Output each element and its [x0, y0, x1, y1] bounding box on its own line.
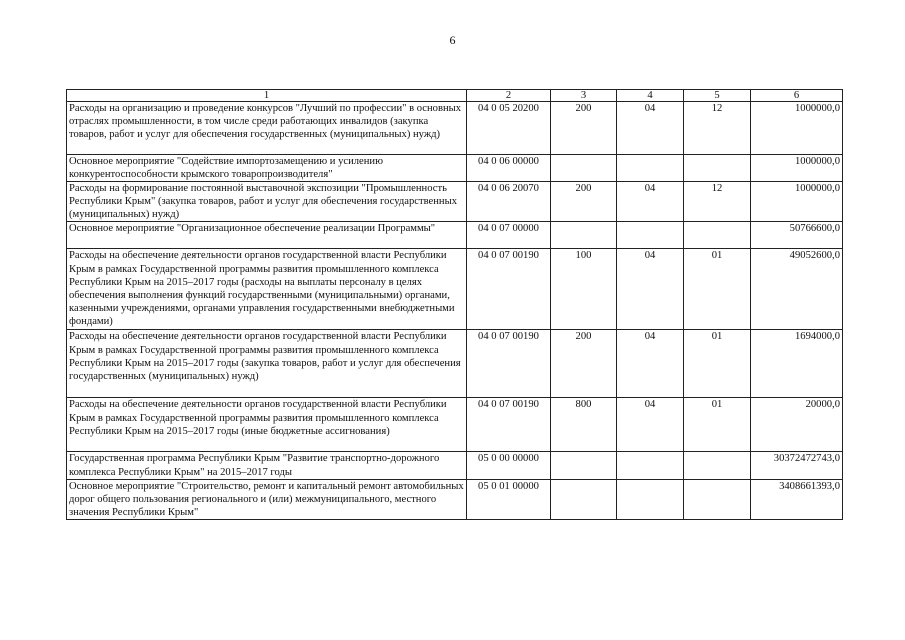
- target-code-cell: 04 0 06 00000: [467, 155, 551, 182]
- section-cell: [617, 479, 684, 519]
- section-cell: [617, 155, 684, 182]
- expense-type-cell: [551, 452, 617, 479]
- table-row: [67, 249, 843, 330]
- column-header: 1: [67, 90, 467, 102]
- expense-name-cell: Расходы на формирование постоянной выставочной экспозиции "Промышленность Республики Крым" (закупка товаров, работ и услуг для обеспечения государственных (муниципальных) нужд): [67, 182, 467, 222]
- subsection-cell: [684, 155, 751, 182]
- amount-cell: 30372472743,0: [751, 452, 843, 479]
- expense-name-cell: Основное мероприятие "Содействие импортозамещению и усилению конкурентоспособности крымского товаропроизводителя": [67, 155, 467, 182]
- subsection-cell: 01: [684, 398, 751, 452]
- section-cell: 04: [617, 249, 684, 330]
- table-row: [67, 479, 843, 519]
- expense-name-cell: Государственная программа Республики Крым "Развитие транспортно-дорожного комплекса Республики Крым" на 2015–2017 годы: [67, 452, 467, 479]
- amount-cell: 20000,0: [751, 398, 843, 452]
- expense-type-cell: [551, 155, 617, 182]
- section-cell: 04: [617, 398, 684, 452]
- expense-type-cell: [551, 479, 617, 519]
- table-row: [67, 182, 843, 222]
- target-code-cell: 04 0 07 00190: [467, 398, 551, 452]
- expense-type-cell: [551, 222, 617, 249]
- table-row: [67, 398, 843, 452]
- target-code-cell: 04 0 07 00190: [467, 249, 551, 330]
- expense-type-cell: 800: [551, 398, 617, 452]
- amount-cell: 1000000,0: [751, 182, 843, 222]
- expense-name-cell: Основное мероприятие "Организационное обеспечение реализации Программы": [67, 222, 467, 249]
- expense-name-cell: Расходы на обеспечение деятельности органов государственной власти Республики Крым в рамках Государственной программы развития промышленного комплекса Республики Крым на 2015–2017 годы (закупка товаров, работ и услуг для обеспечения государственных (муниципальных) нужд): [67, 330, 467, 398]
- table-header-row: [67, 90, 843, 102]
- target-code-cell: 04 0 06 20070: [467, 182, 551, 222]
- section-cell: 04: [617, 182, 684, 222]
- expense-name-cell: Расходы на обеспечение деятельности органов государственной власти Республики Крым в рамках Государственной программы развития промышленного комплекса Республики Крым на 2015–2017 годы (расходы на выплаты персоналу в целях обеспечения выполнения функций государственными (муниципальными) органами, казенными учреждениями, органами управления государственными внебюджетными фондами): [67, 249, 467, 330]
- column-header: 6: [751, 90, 843, 102]
- amount-cell: 3408661393,0: [751, 479, 843, 519]
- target-code-cell: 04 0 07 00000: [467, 222, 551, 249]
- section-cell: [617, 452, 684, 479]
- table-row: [67, 222, 843, 249]
- subsection-cell: 12: [684, 102, 751, 155]
- subsection-cell: 01: [684, 249, 751, 330]
- expense-type-cell: 200: [551, 330, 617, 398]
- table-row: [67, 330, 843, 398]
- target-code-cell: 05 0 00 00000: [467, 452, 551, 479]
- subsection-cell: [684, 479, 751, 519]
- column-header: 3: [551, 90, 617, 102]
- target-code-cell: 04 0 07 00190: [467, 330, 551, 398]
- amount-cell: 1000000,0: [751, 155, 843, 182]
- amount-cell: 1000000,0: [751, 102, 843, 155]
- expense-type-cell: 200: [551, 102, 617, 155]
- table-row: [67, 102, 843, 155]
- page-number: 6: [449, 33, 456, 47]
- target-code-cell: 04 0 05 20200: [467, 102, 551, 155]
- target-code-cell: 05 0 01 00000: [467, 479, 551, 519]
- expense-name-cell: Расходы на организацию и проведение конкурсов "Лучший по профессии" в основных отраслях промышленности, в том числе среди работающих инвалидов (закупка товаров, работ и услуг для обеспечения государственных (муниципальных) нужд): [67, 102, 467, 155]
- table-row: [67, 155, 843, 182]
- budget-table: [66, 89, 843, 520]
- expense-name-cell: Расходы на обеспечение деятельности органов государственной власти Республики Крым в рамках Государственной программы развития промышленного комплекса Республики Крым на 2015–2017 годы (иные бюджетные ассигнования): [67, 398, 467, 452]
- column-header: 5: [684, 90, 751, 102]
- column-header: 2: [467, 90, 551, 102]
- expense-type-cell: 200: [551, 182, 617, 222]
- section-cell: 04: [617, 330, 684, 398]
- subsection-cell: 12: [684, 182, 751, 222]
- table-row: [67, 452, 843, 479]
- amount-cell: 1694000,0: [751, 330, 843, 398]
- column-header: 4: [617, 90, 684, 102]
- amount-cell: 49052600,0: [751, 249, 843, 330]
- subsection-cell: [684, 452, 751, 479]
- subsection-cell: [684, 222, 751, 249]
- subsection-cell: 01: [684, 330, 751, 398]
- section-cell: 04: [617, 102, 684, 155]
- expense-type-cell: 100: [551, 249, 617, 330]
- amount-cell: 50766600,0: [751, 222, 843, 249]
- expense-name-cell: Основное мероприятие "Строительство, ремонт и капитальный ремонт автомобильных дорог общего пользования регионального и (или) межмуниципального, местного значения Республики Крым": [67, 479, 467, 519]
- section-cell: [617, 222, 684, 249]
